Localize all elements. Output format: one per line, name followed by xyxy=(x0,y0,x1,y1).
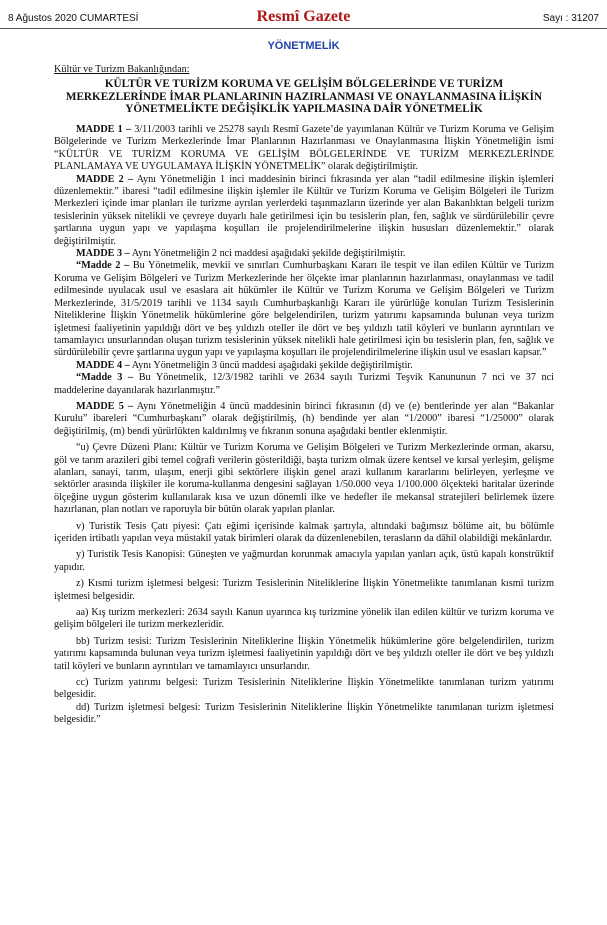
paragraph-text: Bu Yönetmelik, mevkii ve sınırları Cumhurbaşkanı Kararı ile tespit ve ilan edilen Kültür ve Turizm Koruma ve Gelişim Bölgeleri ve Turizm Merkezlerinde her ölçekte imar planlarının hazırlanması, onaylanması ve tadil edilmesinde uyulacak usul ve esaslara ait hükümler ile Kültür ve Turizm Koruma ve Gelişim Bölgeleri ve Turizm Merkezlerinde, 31/5/2019 tarihli ve 1134 sayılı Cumhurbaşkanlığı Kararı ile yürürlüğe konulan Turizm Tesislerinin Niteliklerine İlişkin Yönetmelik hükümlerine göre belgelendirilen, turizm yatırımı kapsamında bulunan veya turizm işletmesi faaliyetinin yapıldığı dört ve beş yıldızlı oteller ile dört ve beş yıldızlı tatil köyleri ve bunların ayrıntıları ve tamamlayıcı unsurlarından oluşan turizm tesislerinin yüksek nitelikli hale getirilmesi için bu tesislerin plan, fen, sağlık ve sürdürülebilir çevre şartlarına uygun yapı ve yapılaşma koşulları ile projelendirilmelerine ilişkin usul ve esasları kapsar.” xyxy=(54,260,555,359)
regulation-body xyxy=(54,64,554,727)
paragraph-text: z) Kısmi turizm işletmesi belgesi: Turizm Tesislerinin Niteliklerine İlişkin Yönetmelikte tanımlanan kısmi turizm işletmesi belgesidir. xyxy=(54,578,554,602)
paragraph xyxy=(54,636,554,673)
paragraph xyxy=(54,607,554,632)
gazette-header xyxy=(0,0,607,29)
paragraph xyxy=(54,372,554,397)
article-label: MADDE 4 – xyxy=(76,359,130,371)
paragraph-text: Aynı Yönetmeliğin 1 inci maddesinin birinci fıkrasında yer alan “tadil edilmesine ilişkin işlemleri düzenlemektir.” ibaresi “tadil edilmesine ilişkin işlemler ile Kültür ve Turizm Koruma ve Gelişim Bölgeleri ile Turizm Merkezleri içinde imar planları ile turizme ayrılan yerlerdeki taşınmazların üzerinde yer alan Bakanlıktan belgeli turizm tesislerinin yüksek nitelikli ve çevreye duyarlı hale getirilmesi için bu tesislerin plan, fen, sağlık ve sürdürülebilir çevre şartlarına uygun yapı ve yapılaşma koşulları ile projelendirilmelerine ilişkin hususları düzenlemektir.” olarak değiştirilmiştir. xyxy=(54,173,555,247)
article-label: MADDE 3 – xyxy=(76,248,130,260)
paragraph-text: cc) Turizm yatırımı belgesi: Turizm Tesislerinin Niteliklerine İlişkin Yönetmelikte tanımlanan turizm yatırımı belgesidir. xyxy=(54,677,554,701)
paragraph-text: bb) Turizm tesisi: Turizm Tesislerinin Niteliklerine İlişkin Yönetmelik hükümlerine göre belgelendirilen, turizm yatırımı kapsamında bulunan veya turizm işletmesi faaliyetinin yapıldığı dört ve beş yıldızlı oteller ile dört ve beş yıldızlı tatil köyleri ve bunların ayrıntıları ve tamamlayıcı unsurlarıdır. xyxy=(54,635,554,672)
article-label: MADDE 2 – xyxy=(76,173,133,185)
paragraph-text: dd) Turizm işletmesi belgesi: Turizm Tesislerinin Niteliklerine İlişkin Yönetmelikte tanımlanan turizm işletmesi belgesidir.” xyxy=(54,701,554,726)
regulation-title: KÜLTÜR VE TURİZM KORUMA VE GELİŞİM BÖLGELERİNDE VE TURİZM MERKEZLERİNDE İMAR PLANLARININ HAZIRLANMASI VE ONAYLANMASINA İLİŞKİN YÖNETMELİKTE DEĞİŞİKLİK YAPILMASINA DAİR YÖNETMELİK xyxy=(65,78,543,115)
paragraph xyxy=(54,578,554,603)
paragraph-text: y) Turistik Tesis Kanopisi: Güneşten ve yağmurdan korunmak amacıyla yapılan yanları açık, üstü kapalı konstrüktif yapıdır. xyxy=(54,549,554,573)
article-label: MADDE 1 – xyxy=(76,124,132,136)
paragraph-text: 3/11/2003 tarihli ve 25278 sayılı Resmî Gazete’de yayımlanan Kültür ve Turizm Koruma ve Gelişim Bölgelerinde ve Turizm Merkezlerinde İmar Planlarının Hazırlanması ve Onaylanmasına İlişkin Yönetmeliğin ismi “KÜLTÜR VE TURİZM KORUMA VE GELİŞİM BÖLGELERİNDE VE TURİZM MERKEZLERİNDE PLANLAMAYA VE UYGULAMAYA İLİŞKİN YÖNETMELİK” olarak değiştirilmiştir. xyxy=(54,124,554,173)
paragraph-text: Aynı Yönetmeliğin 2 nci maddesi aşağıdaki şekilde değiştirilmiştir. xyxy=(129,248,406,260)
paragraph xyxy=(54,677,554,702)
section-heading: YÖNETMELİK xyxy=(267,40,340,52)
article-label: “Madde 3 – xyxy=(76,372,134,384)
paragraph xyxy=(54,124,554,174)
paragraph-text: Aynı Yönetmeliğin 3 üncü maddesi aşağıdaki şekilde değiştirilmiştir. xyxy=(129,359,413,371)
article-label: “Madde 2 – xyxy=(76,260,130,272)
issue-date: 8 Ağustos 2020 CUMARTESİ xyxy=(8,13,139,24)
paragraph-text: aa) Kış turizm merkezleri: 2634 sayılı Kanun uyarınca kış turizmine yönelik ilan edilen kültür ve turizm koruma ve gelişim bölgeleri ile turizm merkezleridir. xyxy=(54,607,554,631)
paragraph xyxy=(54,260,554,359)
regulation-paragraphs xyxy=(54,124,554,727)
issue-number: Sayı : 31207 xyxy=(542,13,599,24)
paragraph xyxy=(54,248,554,260)
paragraph xyxy=(54,442,554,516)
paragraph xyxy=(54,360,554,372)
paragraph xyxy=(54,549,554,574)
gazette-title: Resmî Gazete xyxy=(256,8,351,25)
paragraph-text: Bu Yönetmelik, 12/3/1982 tarihli ve 2634 sayılı Turizmi Teşvik Kanununun 7 nci ve 37 nci maddelerine dayanılarak hazırlanmıştır.” xyxy=(54,372,554,396)
paragraph xyxy=(54,702,554,727)
paragraph xyxy=(54,174,554,248)
paragraph-text: v) Turistik Tesis Çatı piyesi: Çatı eğimi içerisinde kalmak şartıyla, altındaki bağımsız bölüme ait, bu bölümle içeriden irtibatlı yapılan veya müstakil yatak birimleri olarak da düzenlenebilen, terasların da dâhil olabildiği mekânlardır. xyxy=(54,520,554,545)
paragraph-text: Aynı Yönetmeliğin 4 üncü maddesinin birinci fıkrasının (d) ve (e) bentlerinde yer alan “Bakanlar Kurulu” ibareleri “Cumhurbaşkanı” olarak değiştirilmiş, (h) bendinde yer alan “1/2000” ibaresi “1/25000” olarak değiştirilmiş, (m) bendi yürürlükten kaldırılmış ve fıkranın sonuna aşağıdaki bentler eklenmiştir. xyxy=(54,400,555,437)
issuing-ministry: Kültür ve Turizm Bakanlığından: xyxy=(54,64,190,75)
paragraph xyxy=(54,401,554,438)
paragraph-text: “u) Çevre Düzeni Planı: Kültür ve Turizm Koruma ve Gelişim Bölgeleri ve Turizm Merkezlerinde orman, akarsu, göl ve tarım arazileri gibi temel coğrafi verilerin gösterildiği, başta turizm olmak üzere kentsel ve kırsal yerleşim, gelişme alanları, sanayi, tarım, ulaşım, enerji gibi sektörlere ilişkin genel arazi kullanım kararlarını belirleyen, yerleşme ve sektörler arasında ilişkiler ile koruma-kullanma dengesini sağlayan 1/50.000 veya 1/100.000 ölçekteki haritalar üzerinde ölçeğine uygun gösterim kullanılarak kısa ve uzun dönemli ilke ve hedefler ile mekansal stratejileri belirlemek üzere hazırlanan, plan notları ve raporuyla bir bütün olarak yapılan planlar. xyxy=(54,442,554,516)
paragraph xyxy=(54,521,554,546)
article-label: MADDE 5 – xyxy=(76,400,134,412)
